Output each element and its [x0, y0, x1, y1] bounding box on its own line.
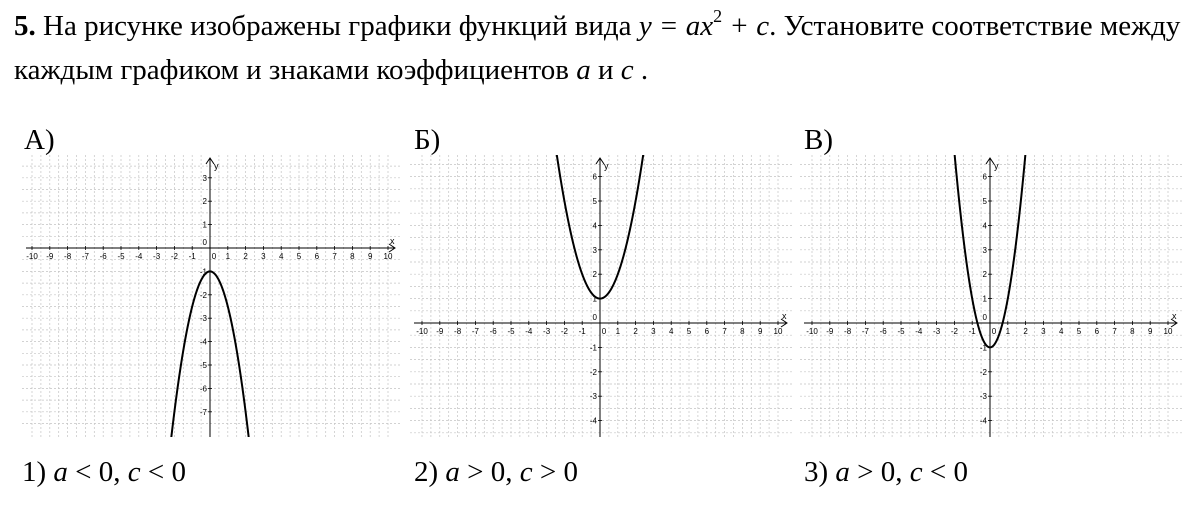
x-tick-label: -9: [46, 252, 54, 261]
x-tick-label: 5: [686, 327, 692, 336]
y-tick-label: -4: [589, 416, 597, 426]
x-axis-label: x: [390, 236, 395, 246]
y-tick-label: 3: [202, 173, 207, 183]
var-c: c: [620, 54, 634, 86]
y-tick-label: 6: [592, 172, 597, 182]
conj-and: и: [590, 54, 621, 86]
x-tick-label: -4: [135, 252, 143, 261]
x-tick-label: 4: [278, 252, 284, 261]
x-tick-label: -4: [525, 327, 533, 336]
y-tick-label: 2: [202, 197, 207, 207]
y-tick-label: -2: [589, 367, 597, 377]
answer-2-a-rel: > 0,: [459, 456, 520, 488]
x-tick-label: -3: [153, 252, 161, 261]
x-axis-label: x: [782, 311, 787, 321]
y-tick-label: 3: [592, 245, 597, 255]
x-tick-label: -8: [844, 327, 852, 336]
y-tick-label: 5: [982, 197, 987, 206]
x-tick-label: -3: [933, 327, 941, 336]
x-tick-label: 6: [314, 252, 320, 261]
x-tick-label: -2: [950, 327, 958, 336]
graph-b-label: Б): [414, 124, 441, 156]
answer-1: [22, 456, 186, 489]
x-tick-label: 0: [601, 327, 607, 336]
x-tick-label: -4: [915, 327, 923, 336]
answer-3-c-rel: < 0: [922, 456, 969, 488]
x-tick-label: -8: [454, 327, 462, 336]
answer-1-c: c: [127, 456, 141, 488]
problem-statement: [14, 4, 1184, 92]
x-tick-label: -10: [26, 252, 38, 261]
y-tick-label: 1: [592, 294, 597, 304]
x-tick-label: -3: [543, 327, 551, 336]
y-tick-label: -3: [979, 392, 987, 402]
y-tick-label: -3: [589, 392, 597, 402]
x-tick-label: 8: [350, 252, 355, 261]
graph-b: [410, 155, 792, 437]
y-tick-label: -4: [979, 416, 987, 426]
y-tick-label: 0: [982, 313, 987, 322]
y-tick-label: 0: [202, 238, 207, 247]
answer-2-num: 2): [414, 456, 439, 488]
x-tick-label: 3: [1041, 327, 1046, 336]
x-tick-label: -6: [879, 327, 887, 336]
x-tick-label: 7: [332, 252, 337, 261]
var-a: a: [576, 54, 591, 86]
y-tick-label: 2: [592, 270, 597, 280]
x-tick-label: -6: [489, 327, 497, 336]
answer-3-a: a: [835, 456, 850, 488]
x-tick-label: 9: [757, 327, 763, 336]
y-tick-label: -3: [199, 314, 207, 324]
x-tick-label: 10: [1163, 327, 1173, 336]
x-tick-label: 2: [243, 252, 248, 261]
answer-1-a: a: [53, 456, 68, 488]
y-tick-label: 2: [982, 270, 987, 280]
answer-2-a: a: [445, 456, 460, 488]
graph-a-label: А): [24, 124, 55, 156]
x-tick-label: -7: [471, 327, 479, 336]
y-tick-label: -1: [589, 343, 597, 353]
x-tick-label: -8: [64, 252, 72, 261]
x-tick-label: -6: [99, 252, 107, 261]
x-tick-label: -9: [436, 327, 444, 336]
formula-left: y = ax: [638, 10, 714, 42]
x-tick-label: -9: [826, 327, 834, 336]
answer-3-c: c: [909, 456, 923, 488]
y-tick-label: -2: [979, 367, 987, 377]
x-tick-label: 8: [740, 327, 745, 336]
answer-1-num: 1): [22, 456, 47, 488]
x-tick-label: -7: [861, 327, 869, 336]
x-axis-label: x: [1172, 311, 1177, 321]
x-tick-label: -1: [968, 327, 976, 336]
graph-a: [22, 155, 400, 437]
y-axis-label: y: [214, 161, 219, 171]
x-tick-label: -10: [416, 327, 428, 336]
problem-text-2: . Установите соответствие между каждым графиком и знаками коэффициентов: [14, 10, 1181, 86]
y-tick-label: 4: [592, 221, 597, 231]
y-tick-label: -1: [199, 267, 207, 277]
x-tick-label: 4: [668, 327, 674, 336]
y-tick-label: 1: [982, 294, 987, 304]
x-tick-label: -2: [170, 252, 178, 261]
x-tick-label: -10: [806, 327, 818, 336]
y-tick-label: -1: [979, 343, 987, 353]
y-tick-label: -5: [199, 361, 207, 370]
answer-2-c-rel: > 0: [532, 456, 579, 488]
problem-text-1: На рисунке изображены графики функций вида: [35, 10, 639, 42]
y-axis-label: y: [604, 161, 609, 171]
y-tick-label: 5: [592, 197, 597, 206]
x-tick-label: -7: [81, 252, 89, 261]
formula-right: + c: [722, 10, 770, 42]
x-tick-label: 5: [1076, 327, 1082, 336]
x-tick-label: -5: [507, 327, 515, 336]
x-tick-label: 8: [1130, 327, 1135, 336]
x-tick-label: -5: [117, 252, 125, 261]
x-tick-label: -5: [897, 327, 905, 336]
graph-c-label: В): [804, 124, 833, 156]
answer-3: [804, 456, 968, 489]
y-tick-label: -4: [199, 337, 207, 347]
x-tick-label: 6: [1094, 327, 1100, 336]
x-tick-label: -1: [578, 327, 586, 336]
x-tick-label: 5: [296, 252, 302, 261]
y-tick-label: 1: [202, 220, 207, 230]
x-tick-label: 9: [1147, 327, 1153, 336]
x-tick-label: 6: [704, 327, 710, 336]
y-tick-label: -7: [199, 407, 207, 417]
x-tick-label: 3: [651, 327, 656, 336]
answer-3-num: 3): [804, 456, 829, 488]
answer-2: [414, 456, 578, 489]
x-tick-label: 0: [991, 327, 997, 336]
y-axis-label: y: [994, 161, 999, 171]
problem-number: 5.: [14, 10, 36, 42]
y-tick-label: -6: [199, 384, 207, 394]
x-tick-label: 1: [225, 252, 231, 261]
formula-exponent: 2: [713, 6, 723, 26]
x-tick-label: 2: [1023, 327, 1028, 336]
answer-1-c-rel: < 0: [140, 456, 187, 488]
x-tick-label: 10: [773, 327, 783, 336]
y-tick-label: -2: [199, 290, 207, 300]
x-tick-label: -2: [560, 327, 568, 336]
problem-end: .: [633, 54, 649, 86]
y-tick-label: 6: [982, 172, 987, 182]
y-tick-label: 3: [982, 245, 987, 255]
graph-c: [800, 155, 1182, 437]
x-tick-label: 0: [211, 252, 217, 261]
x-tick-label: 1: [615, 327, 621, 336]
answer-2-c: c: [519, 456, 533, 488]
answer-3-a-rel: > 0,: [849, 456, 910, 488]
x-tick-label: 1: [1005, 327, 1011, 336]
x-tick-label: 10: [383, 252, 393, 261]
y-tick-label: 4: [982, 221, 987, 231]
x-tick-label: 7: [1112, 327, 1117, 336]
x-tick-label: 7: [722, 327, 727, 336]
x-tick-label: 4: [1058, 327, 1064, 336]
x-tick-label: 3: [261, 252, 266, 261]
x-tick-label: -1: [188, 252, 196, 261]
x-tick-label: 2: [633, 327, 638, 336]
x-tick-label: 9: [367, 252, 373, 261]
y-tick-label: 0: [592, 313, 597, 322]
answer-1-a-rel: < 0,: [67, 456, 128, 488]
